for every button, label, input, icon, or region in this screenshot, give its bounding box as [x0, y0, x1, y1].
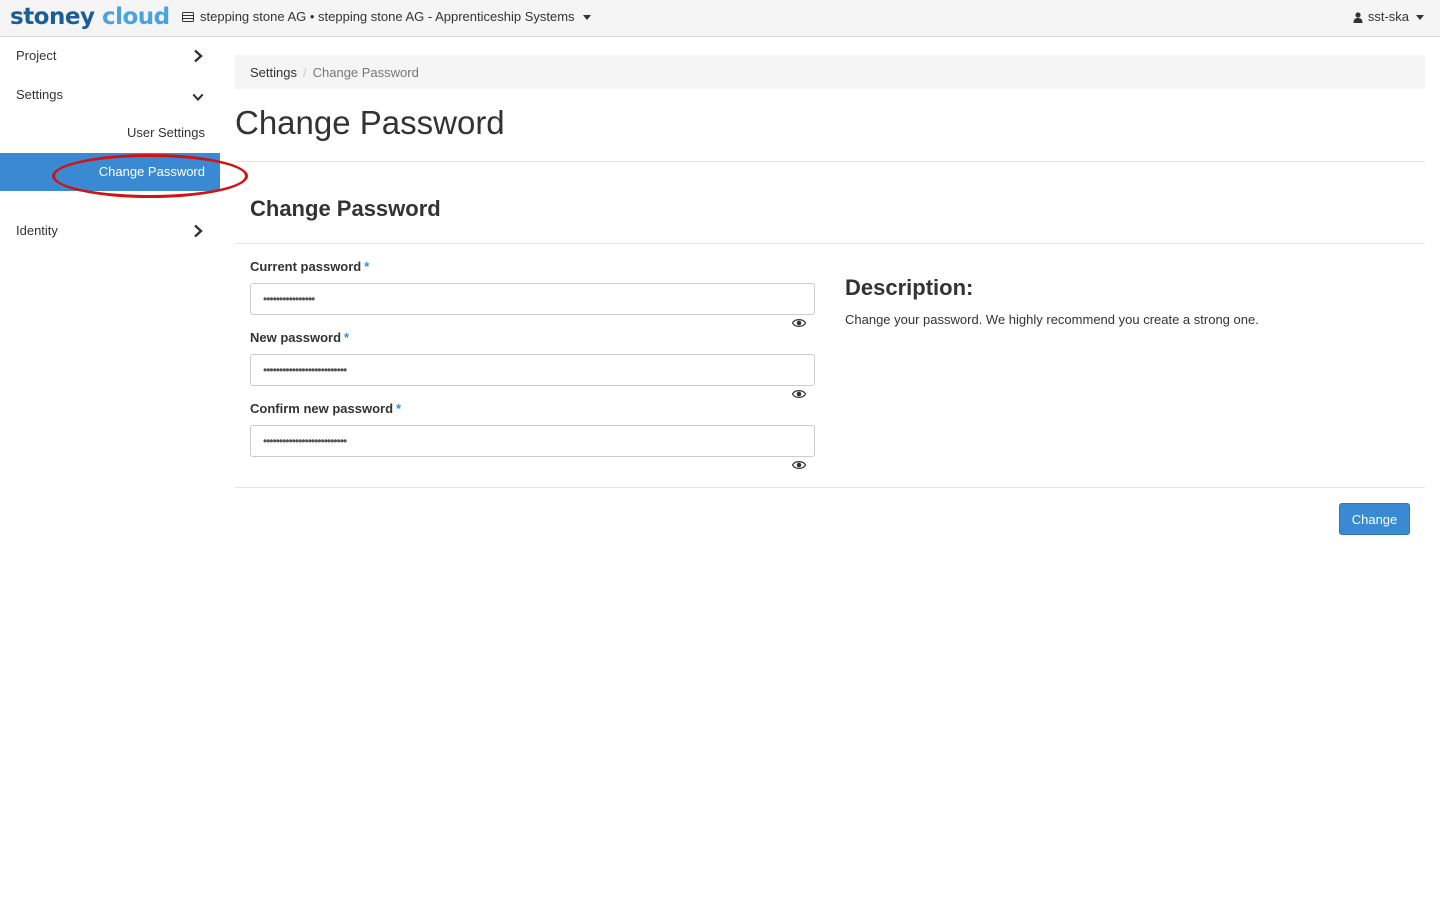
required-marker: *	[396, 401, 402, 416]
confirm-password-label	[250, 401, 401, 416]
form-title: Change Password	[250, 196, 441, 221]
caret-down-icon	[583, 15, 591, 20]
project-switcher[interactable]	[182, 9, 591, 25]
chevron-down-icon	[192, 90, 204, 104]
sidebar-item-label: Project	[16, 48, 57, 63]
eye-icon[interactable]	[792, 318, 806, 328]
sidebar-item-change-password[interactable]	[0, 153, 220, 191]
project-switcher-label: stepping stone AG • stepping stone AG - Apprenticeship Systems	[200, 9, 575, 24]
top-navbar	[0, 0, 1440, 37]
password-value: ••••••••••••••••••••••••••	[263, 363, 347, 377]
sidebar-item-identity[interactable]	[0, 212, 220, 250]
brand-logo[interactable]	[10, 2, 170, 32]
field-label-text: Confirm new password	[250, 401, 394, 416]
required-marker: *	[344, 330, 350, 345]
field-label-text: New password	[250, 330, 342, 345]
sidebar-item-settings[interactable]	[0, 76, 220, 114]
divider	[235, 487, 1425, 488]
divider	[235, 243, 1425, 244]
new-password-label	[250, 330, 349, 345]
description-text: Change your password. We highly recommend you create a strong one.	[845, 312, 1259, 327]
sidebar-item-project[interactable]	[0, 37, 220, 75]
sidebar-item-label: Identity	[16, 223, 58, 238]
breadcrumb-settings-link[interactable]: Settings	[250, 64, 297, 80]
user-menu-label: sst-ska	[1367, 9, 1409, 24]
sidebar-item-label: User Settings	[126, 125, 205, 140]
caret-down-icon	[1416, 15, 1424, 20]
sidebar-item-label: Settings	[16, 87, 63, 102]
eye-icon[interactable]	[792, 389, 806, 399]
required-marker: *	[364, 259, 370, 274]
password-value: ••••••••••••••••	[263, 292, 315, 306]
chevron-right-icon	[192, 49, 204, 63]
description-title: Description:	[845, 275, 974, 300]
change-button[interactable]: Change	[1339, 503, 1410, 535]
sidebar-item-user-settings[interactable]	[0, 114, 220, 152]
user-icon	[1353, 12, 1363, 23]
current-password-input[interactable]	[250, 283, 815, 315]
current-password-label	[250, 259, 369, 274]
breadcrumb-current: Change Password	[312, 64, 419, 80]
new-password-input[interactable]	[250, 354, 815, 386]
page-title: Change Password	[235, 104, 505, 141]
sidebar-item-label: Change Password	[98, 164, 205, 179]
brand-logo-part2: cloud	[101, 4, 170, 30]
brand-logo-part1: stoney	[10, 4, 95, 30]
password-value: ••••••••••••••••••••••••••	[263, 434, 347, 448]
field-label-text: Current password	[250, 259, 362, 274]
confirm-password-input[interactable]	[250, 425, 815, 457]
eye-icon[interactable]	[792, 460, 806, 470]
breadcrumb-separator: /	[302, 64, 307, 80]
breadcrumb	[235, 55, 1425, 89]
user-menu[interactable]	[1353, 9, 1424, 25]
chevron-right-icon	[192, 224, 204, 238]
server-icon	[182, 12, 194, 22]
divider	[235, 161, 1425, 162]
